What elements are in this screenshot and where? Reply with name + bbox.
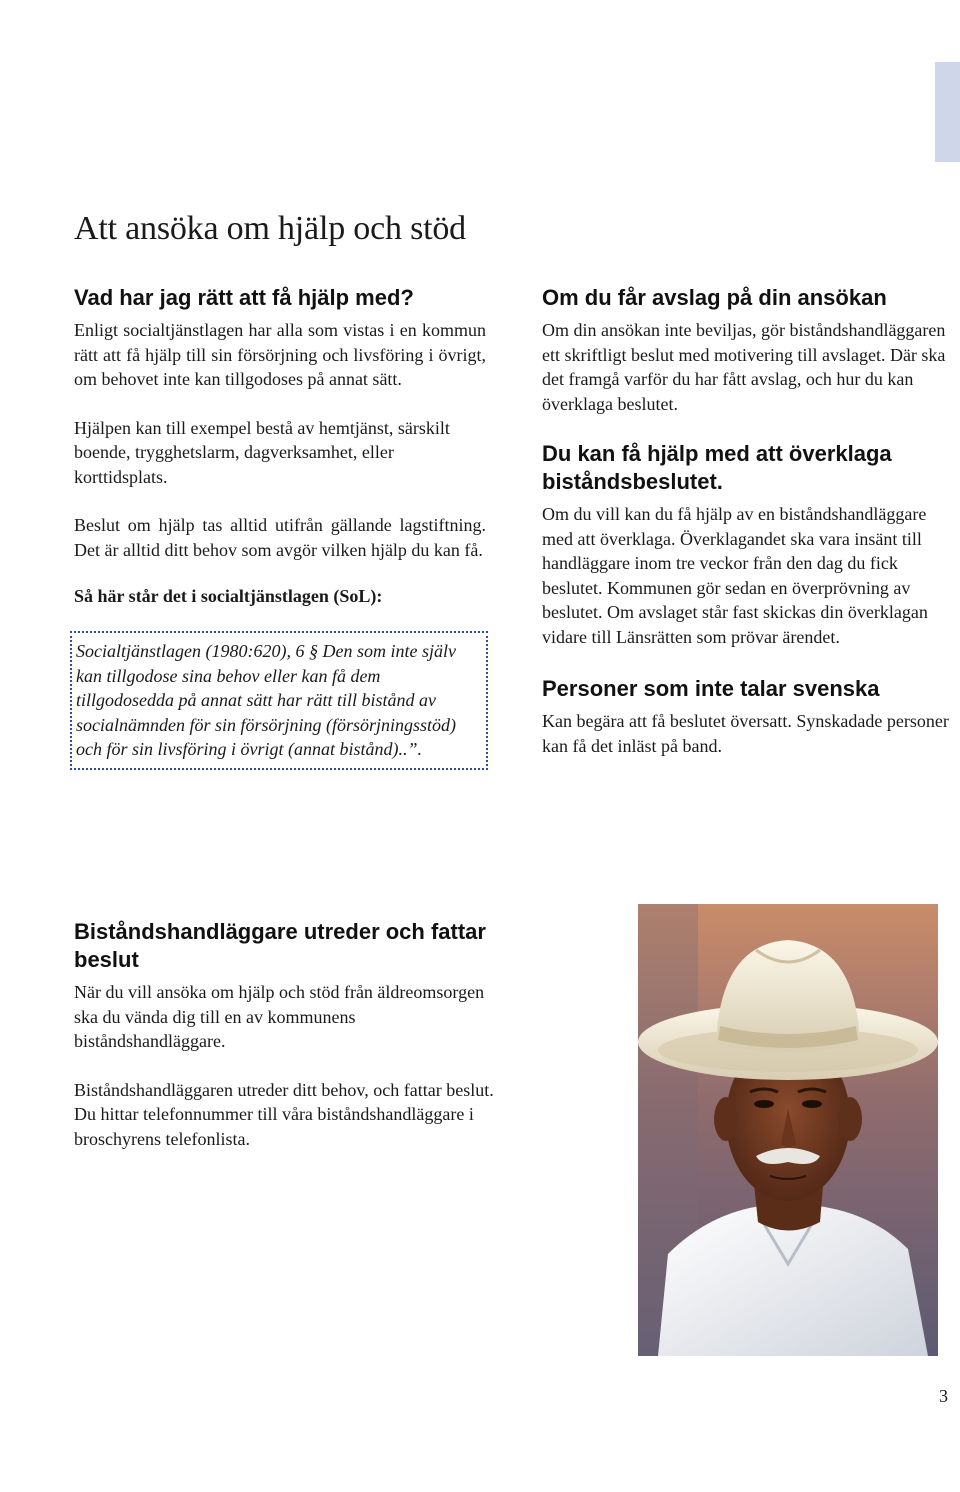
left-column [74,284,486,770]
sol-heading: Så här står det i socialtjänstlagen (SoL): [74,586,383,606]
paragraph-rights: Enligt socialtjänstlagen har alla som vistas i en kommun rätt att få hjälp till sin försörjning och livsföring i övrigt, om behovet inte kan tillgodoses på annat sätt. [74,320,486,389]
section-heading-caseworker: Biståndshandläggare utreder och fattar beslut [74,919,486,972]
bottom-left-section [74,918,494,1175]
section-heading-language: Personer som inte talar svenska [542,676,880,701]
elderly-man-photo [638,904,938,1356]
law-quote-text: Socialtjänstlagen (1980:620), 6 § Den som inte själv kan tillgodose sina behov eller kan få dem tillgodosedda på annat sätt har rätt till bistånd av socialnämnden för sin försörjning (försörjningsstöd) och för sin livsföring i övrigt (annat bistånd)..”. [76,641,457,759]
paragraph-appeal: Om du vill kan du få hjälp av en biståndshandläggare med att överklaga. Överklagandet ska vara insänt till handläggare inom tre veckor från den dag du fick beslutet. Kommunen gör sedan en överprövning av beslutet. Om avslaget står fast skickas din överklagan vidare till Länsrätten som prövar ärendet. [542,504,928,647]
law-quote-box [70,631,488,770]
corner-color-tab [935,62,960,162]
right-column [542,284,950,782]
paragraph-examples: Hjälpen kan till exempel bestå av hemtjänst, särskilt boende, trygghetslarm, dagverksamhet, eller korttidsplats. [74,417,450,487]
section-heading-appeal: Du kan få hjälp med att överklaga biståndsbeslutet. [542,441,892,494]
paragraph-rejection: Om din ansökan inte beviljas, gör biståndshandläggaren ett skriftligt beslut med motivering till avslaget. Där ska det framgå varför du har fått avslag, och hur du kan överklaga beslutet. [542,320,946,414]
page-number: 3 [939,1386,948,1406]
paragraph-caseworker-phone: Biståndshandläggaren utreder ditt behov, och fattar beslut. Du hittar telefonnummer till våra biståndshandläggare i broschyrens telefonlista. [74,1079,494,1149]
section-heading-rejection: Om du får avslag på din ansökan [542,285,887,310]
paragraph-caseworker-contact: När du vill ansöka om hjälp och stöd från äldreomsorgen ska du vända dig till en av kommunens biståndshandläggare. [74,982,485,1051]
section-heading-rights: Vad har jag rätt att få hjälp med? [74,285,414,310]
paragraph-decision: Beslut om hjälp tas alltid utifrån gällande lagstiftning. Det är alltid ditt behov som avgör vilken hjälp du kan få. [74,515,486,560]
paragraph-language: Kan begära att få beslutet översatt. Synskadade personer kan få det inläst på band. [542,711,949,756]
page-title: Att ansöka om hjälp och stöd [74,210,466,247]
